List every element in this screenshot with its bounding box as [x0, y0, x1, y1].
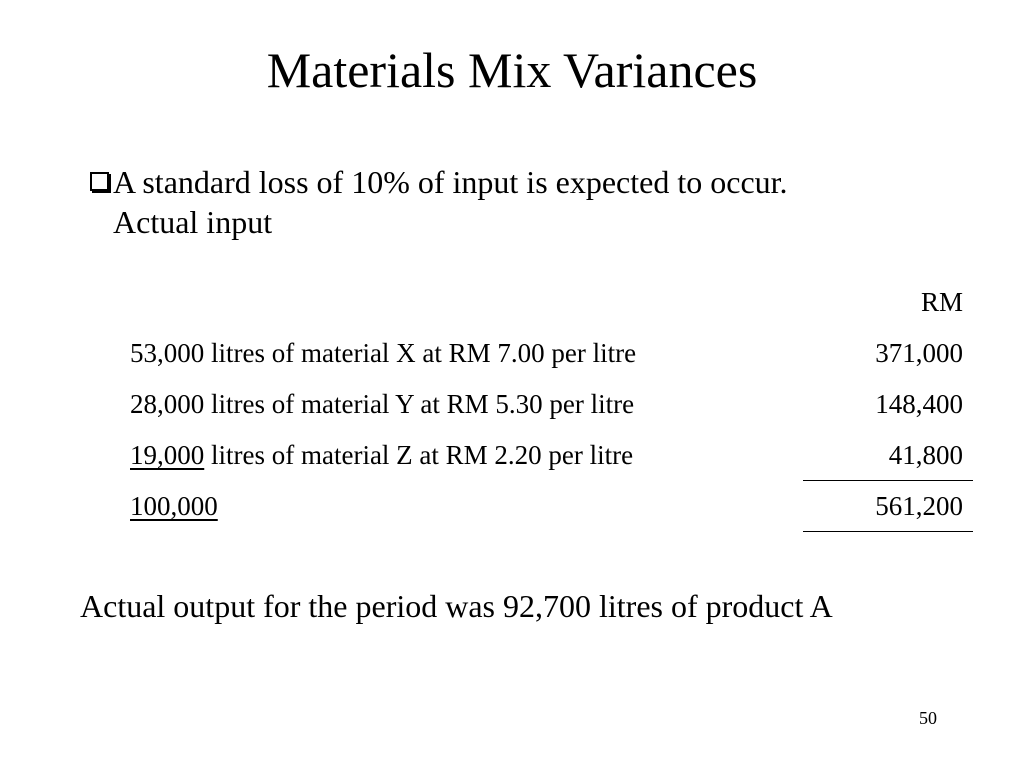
total-amount: 561,200	[875, 491, 963, 521]
subtotal-rule	[803, 480, 973, 481]
row-description	[130, 435, 633, 475]
total-qty: 100,000	[130, 491, 218, 521]
total-rule	[803, 531, 973, 532]
row-qty: 19,000	[130, 440, 205, 470]
table-header-row	[130, 282, 975, 333]
row-desc: litres of material Y at RM 5.30 per litre	[204, 389, 635, 419]
currency-header: RM	[920, 287, 963, 317]
slide-title: Materials Mix Variances	[266, 42, 758, 98]
row-amount: 41,800	[888, 440, 963, 470]
row-amount: 371,000	[875, 338, 963, 368]
total-description	[130, 486, 218, 526]
row-description	[130, 384, 634, 424]
table-total-row	[130, 486, 975, 537]
row-qty: 53,000	[130, 338, 205, 368]
materials-table	[130, 282, 975, 537]
row-qty: 28,000	[130, 389, 205, 419]
table-row	[130, 435, 975, 486]
row-desc: litres of material X at RM 7.00 per litre	[204, 338, 637, 368]
page-number: 50	[919, 708, 937, 728]
bullet-text: A standard loss of 10% of input is expected to occur. Actual input	[113, 164, 788, 240]
row-description	[130, 333, 636, 373]
row-desc: litres of material Z at RM 2.20 per litre	[204, 440, 634, 470]
bullet-point	[90, 162, 890, 242]
output-note: Actual output for the period was 92,700 litres of product A	[80, 588, 833, 624]
table-row	[130, 384, 975, 435]
row-amount: 148,400	[875, 389, 963, 419]
checkbox-square-icon	[90, 172, 109, 191]
table-row	[130, 333, 975, 384]
